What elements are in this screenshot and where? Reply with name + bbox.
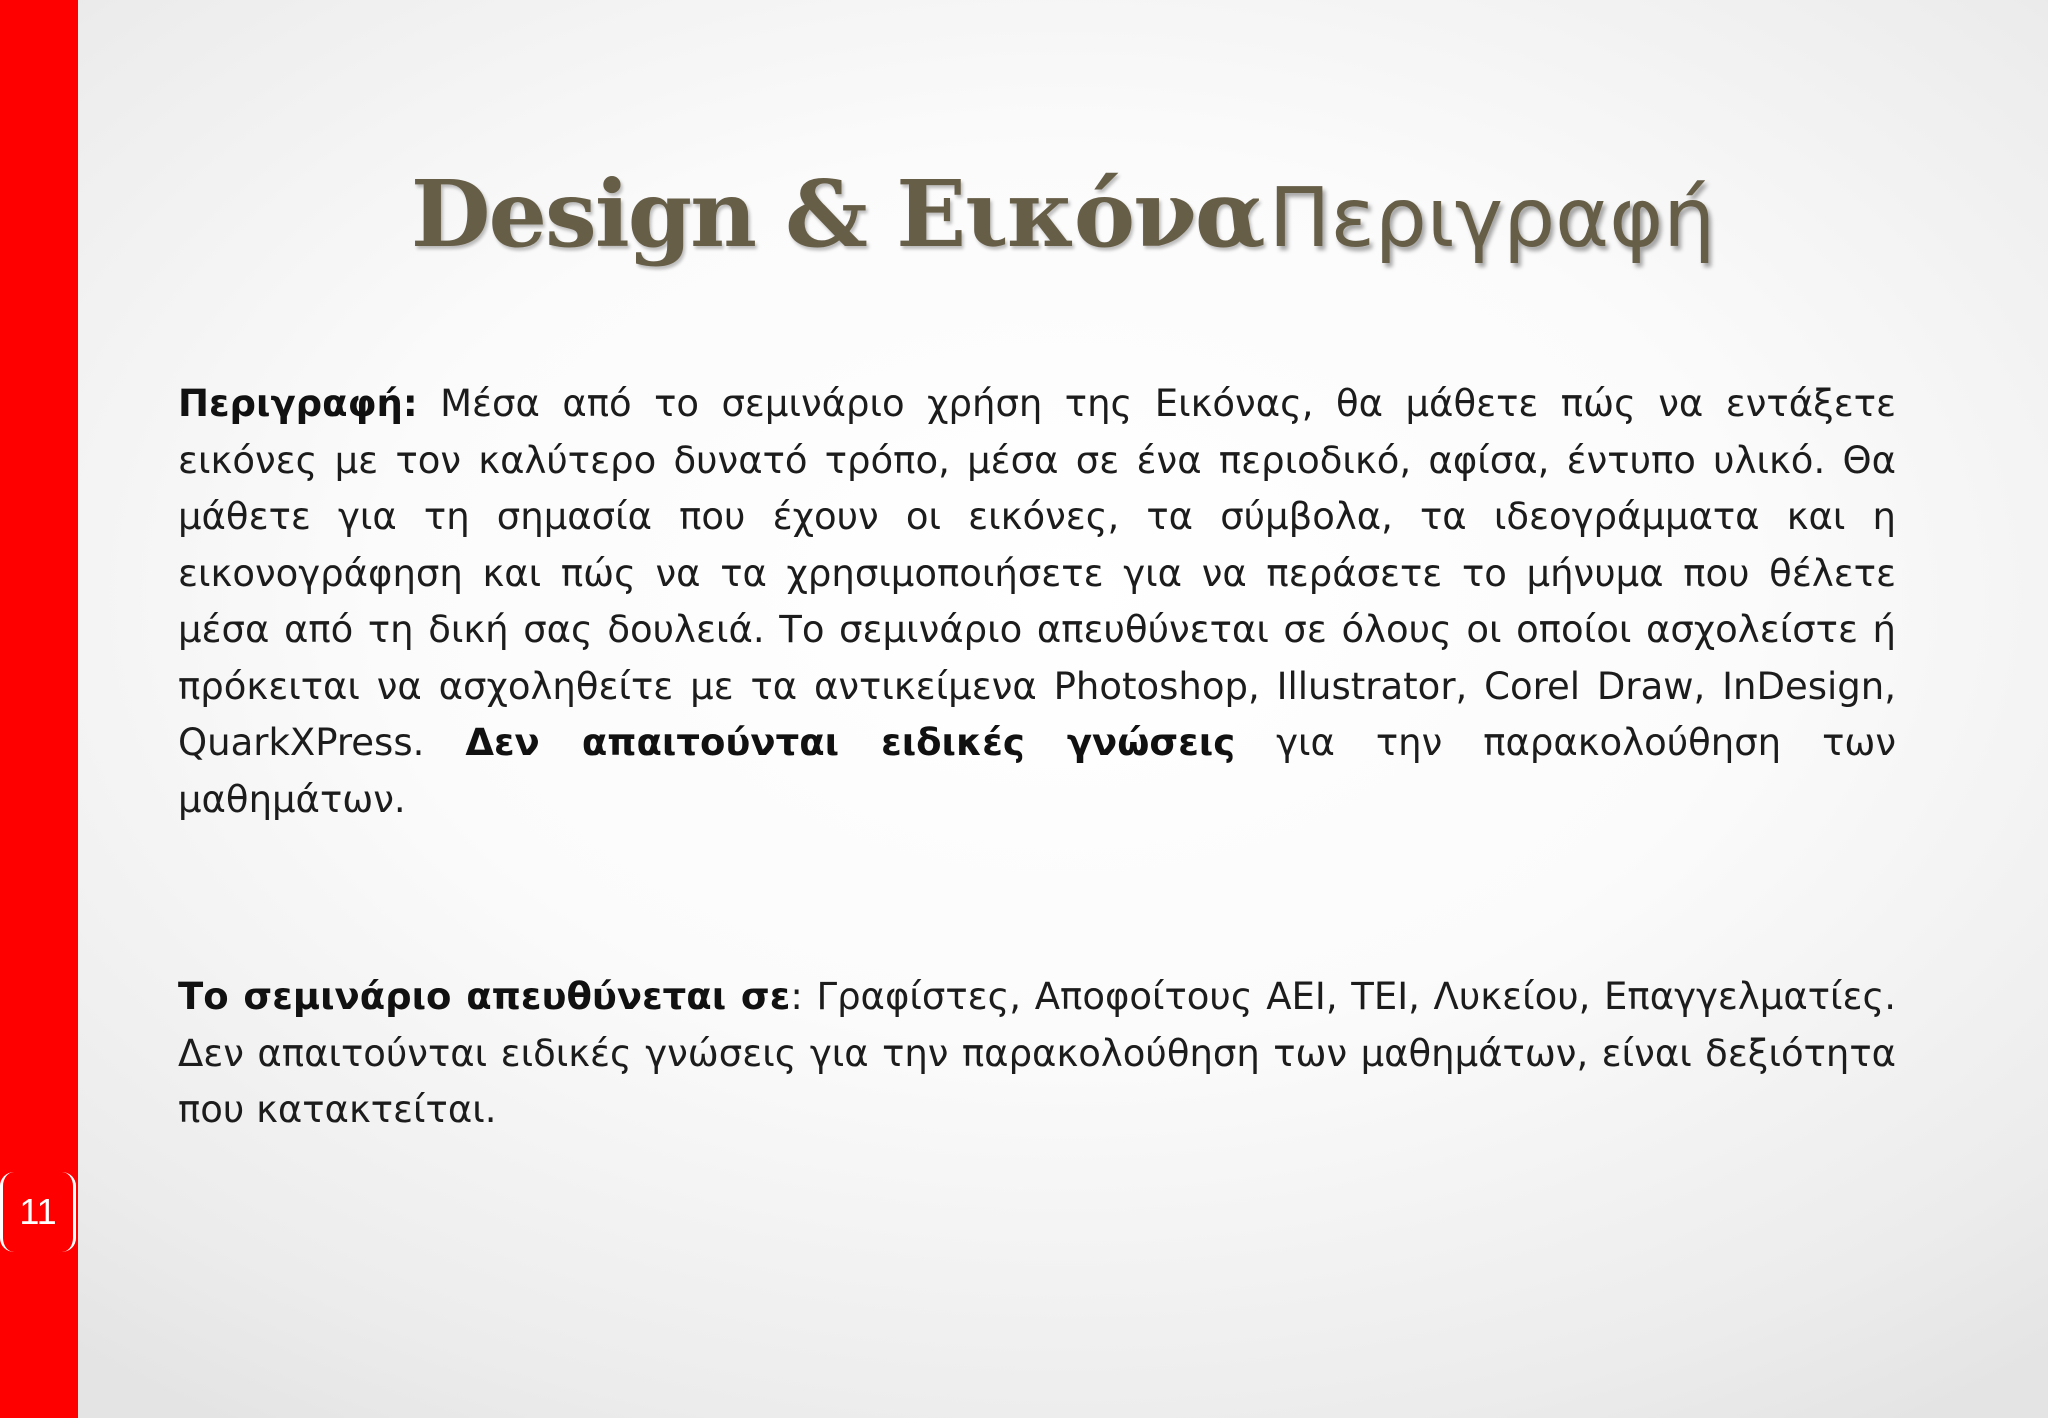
description-paragraph xyxy=(178,376,1896,828)
description-bold-text: Δεν απαιτούνται ειδικές γνώσεις xyxy=(465,721,1236,764)
audience-label: Το σεμινάριο απευθύνεται σε xyxy=(178,975,791,1018)
slide-title xyxy=(78,160,2048,300)
slide-number: 11 xyxy=(0,1172,76,1252)
description-text-2: για την παρακολούθηση των μαθημάτων. xyxy=(178,721,1896,821)
title-subtitle: Περιγραφή xyxy=(1268,171,1716,266)
audience-paragraph xyxy=(178,969,1896,1139)
description-text-1: Μέσα από το σεμινάριο χρήση της Εικόνας, θα μάθετε πώς να εντάξετε εικόνες με τον καλύτερο δυνατό τρόπο, μέσα σε ένα περιοδικό, αφίσα, έντυπο υλικό. Θα μάθετε για τη σημασία που έχουν οι εικόνες, τα σύμβολα, τα ιδεογράμματα και η εικονογράφηση και πώς να τα χρησιμοποιήσετε για να περάσετε το μήνυμα που θέλετε μέσα από τη δική σας δουλειά. Το σεμινάριο απευθύνεται σε όλους οι οποίοι ασχολείστε ή πρόκειται να ασχοληθείτε με τα αντικείμενα Photoshop, Illustrator, Corel Draw, InDesign, QuarkXPress. xyxy=(178,382,1896,764)
title-main: Design & Εικόνα xyxy=(410,160,1264,268)
audience-text: : Γραφίστες, Αποφοίτους ΑΕΙ, ΤΕΙ, Λυκείου, Επαγγελματίες. Δεν απαιτούνται ειδικές γνώσεις για την παρακολούθηση των μαθημάτων, είναι δεξιότητα που κατακτείται. xyxy=(178,975,1896,1131)
description-label: Περιγραφή: xyxy=(178,382,418,425)
